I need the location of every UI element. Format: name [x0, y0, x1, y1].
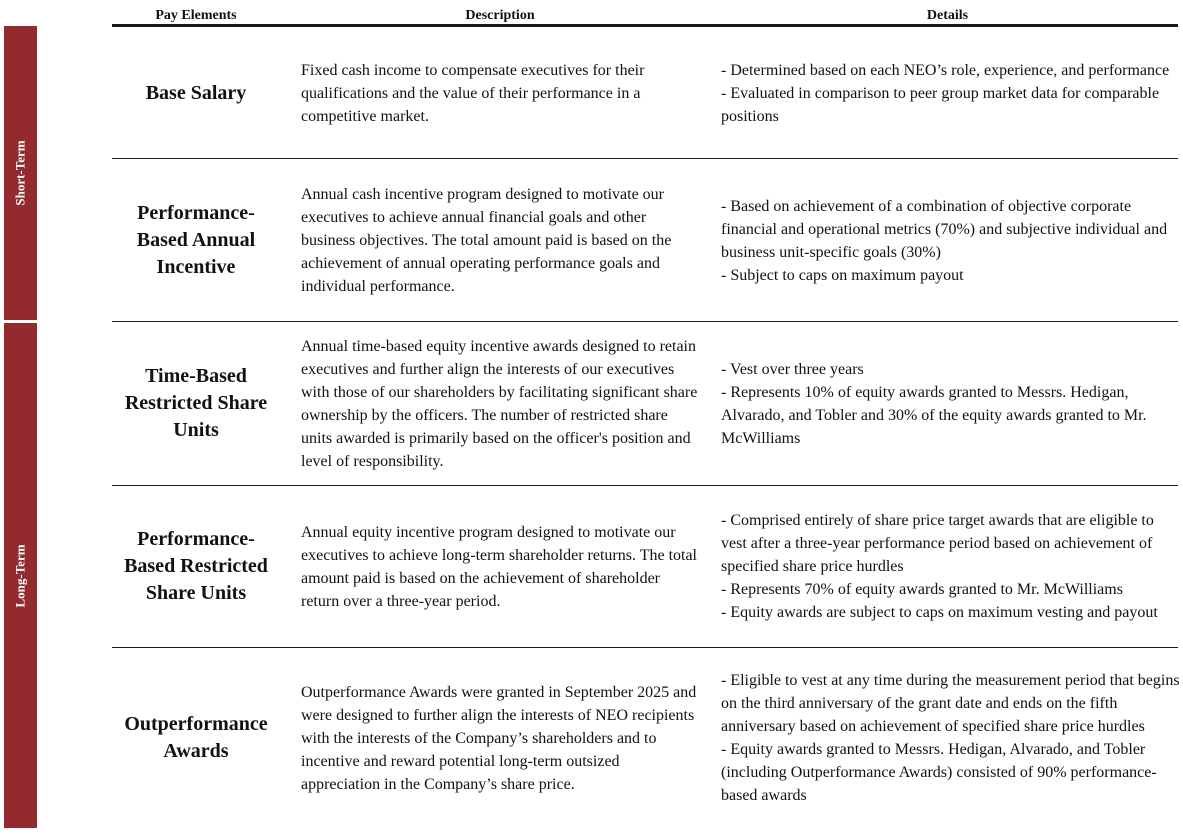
- short-term-band: [4, 26, 37, 320]
- pay-element-details: [721, 486, 1181, 647]
- pay-element-name: Time-Based Restricted Share Units: [124, 365, 268, 441]
- detail-item: - Represents 70% of equity awards granted to Mr. McWilliams: [721, 581, 1123, 598]
- detail-item: - Comprised entirely of share price target awards that are eligible to vest after a three-year performance period based on achievement of specified share price hurdles: [721, 512, 1154, 575]
- pay-element-description: Fixed cash income to compensate executives for their qualifications and the value of their performance in a competitive market.: [301, 61, 645, 125]
- pay-element-description: Annual cash incentive program designed to motivate our executives to achieve annual financial goals and other business objectives. The total amount paid is based on the achievement of annual operating performance goals and individual performance.: [301, 186, 672, 295]
- details-list: [721, 669, 1181, 807]
- pay-element-name: Outperformance Awards: [124, 713, 268, 762]
- pay-element-details: [721, 160, 1181, 321]
- row-divider: [112, 158, 1178, 159]
- pay-element-description: Annual equity incentive program designed to motivate our executives to achieve long-term shareholder returns. The total amount paid is based on the achievement of shareholder return over a three-year period.: [301, 523, 697, 610]
- table-row: [112, 28, 1178, 158]
- detail-item: - Vest over three years: [721, 360, 864, 378]
- short-term-label: Short-Term: [12, 140, 28, 206]
- header-details: Details: [926, 8, 969, 23]
- table-row: [112, 486, 1178, 647]
- pay-element-description: Outperformance Awards were granted in September 2025 and were designed to further align the interests of NEO recipients with the interests of the Company’s shareholders and to incentive and reward potential long-term outsized appreciation in the Company’s share price.: [301, 683, 697, 793]
- header-rule: [112, 24, 1178, 27]
- pay-element-description: Annual time-based equity incentive awards designed to retain executives and further align the interests of our executives with those of our shareholders by facilitating significant share ownership by the officers. The number of restricted share units awarded is primarily based on the officer's position and level of responsibility.: [301, 337, 698, 470]
- detail-item: - Determined based on each NEO’s role, experience, and performance: [721, 61, 1170, 79]
- header-description: Description: [465, 8, 535, 23]
- table-row: [112, 322, 1178, 485]
- pay-element-name: Performance-Based Annual Incentive: [136, 202, 256, 278]
- pay-element-details: [721, 322, 1181, 485]
- details-list: [721, 509, 1181, 624]
- table-row: [112, 160, 1178, 321]
- long-term-band: [4, 323, 37, 828]
- pay-element-name: Performance-Based Restricted Share Units: [124, 528, 268, 604]
- detail-item: - Eligible to vest at any time during the measurement period that begins on the third anniversary of the grant date and ends on the fifth anniversary based on achievement of specified share price hurdles: [721, 672, 1180, 735]
- pay-element-details: [721, 648, 1181, 828]
- pay-element-details: [721, 28, 1181, 158]
- detail-item: - Evaluated in comparison to peer group market data for comparable positions: [721, 84, 1160, 125]
- detail-item: - Equity awards granted to Messrs. Hedigan, Alvarado, and Tobler (including Outperformance Awards) consisted of 90% performance-based awards: [721, 741, 1157, 804]
- detail-item: - Equity awards are subject to caps on maximum vesting and payout: [721, 604, 1158, 621]
- details-list: [721, 358, 1181, 450]
- details-list: [721, 195, 1181, 287]
- detail-item: - Represents 10% of equity awards granted to Messrs. Hedigan, Alvarado, and Tobler and 30% of the equity awards granted to Mr. McWilliams: [721, 383, 1147, 447]
- detail-item: - Based on achievement of a combination of objective corporate financial and operational metrics (70%) and subjective individual and business unit-specific goals (30%): [721, 197, 1168, 261]
- pay-element-name: Base Salary: [145, 81, 247, 104]
- detail-item: - Subject to caps on maximum payout: [721, 266, 964, 284]
- long-term-label: Long-Term: [12, 543, 28, 608]
- table-row: [112, 648, 1178, 828]
- header-pay-elements: Pay Elements: [155, 8, 237, 23]
- details-list: [721, 59, 1181, 128]
